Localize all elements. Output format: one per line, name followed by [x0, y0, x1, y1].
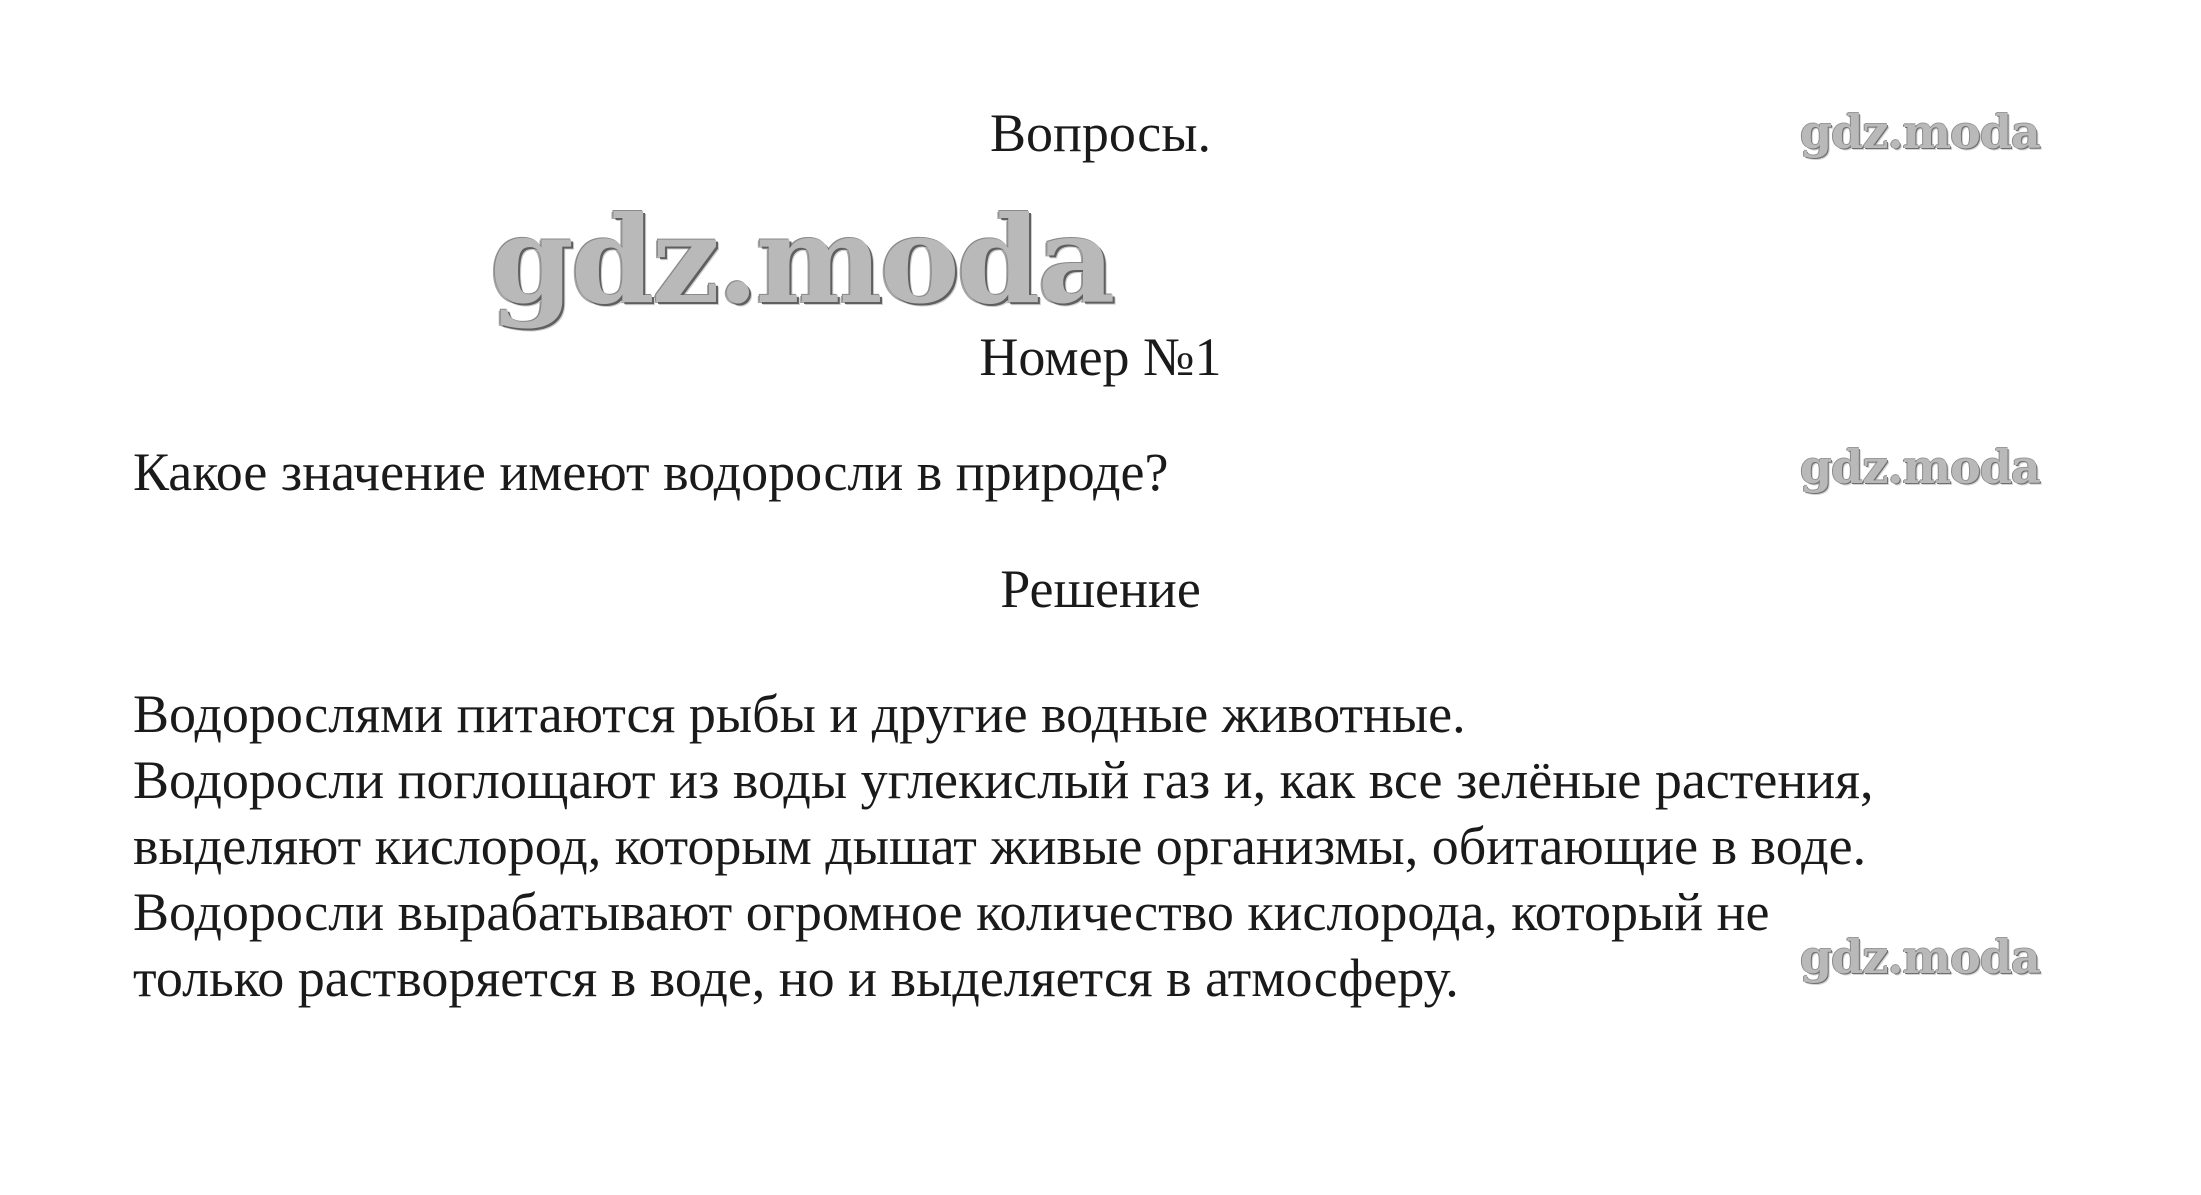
- answer-line: Водоросли вырабатывают огромное количество кислорода, который не: [133, 882, 1770, 942]
- watermark: gdz.moda: [1800, 440, 2040, 494]
- question-text: Какое значение имеют водоросли в природе?: [133, 442, 1169, 502]
- answer-line: Водорослями питаются рыбы и другие водные животные.: [133, 684, 1466, 744]
- watermark-large: gdz.moda: [490, 190, 1113, 331]
- number-title: Номер №1: [979, 327, 1222, 387]
- solution-title: Решение: [1000, 559, 1201, 619]
- answer-line: выделяют кислород, которым дышат живые организмы, обитающие в воде.: [133, 816, 1867, 876]
- watermark: gdz.moda: [1800, 930, 2040, 984]
- answer-line: только растворяется в воде, но и выделяется в атмосферу.: [133, 948, 1459, 1008]
- watermark: gdz.moda: [1800, 105, 2040, 159]
- answer-line: Водоросли поглощают из воды углекислый газ и, как все зелёные растения,: [133, 750, 1874, 810]
- section-title: Вопросы.: [989, 103, 1211, 163]
